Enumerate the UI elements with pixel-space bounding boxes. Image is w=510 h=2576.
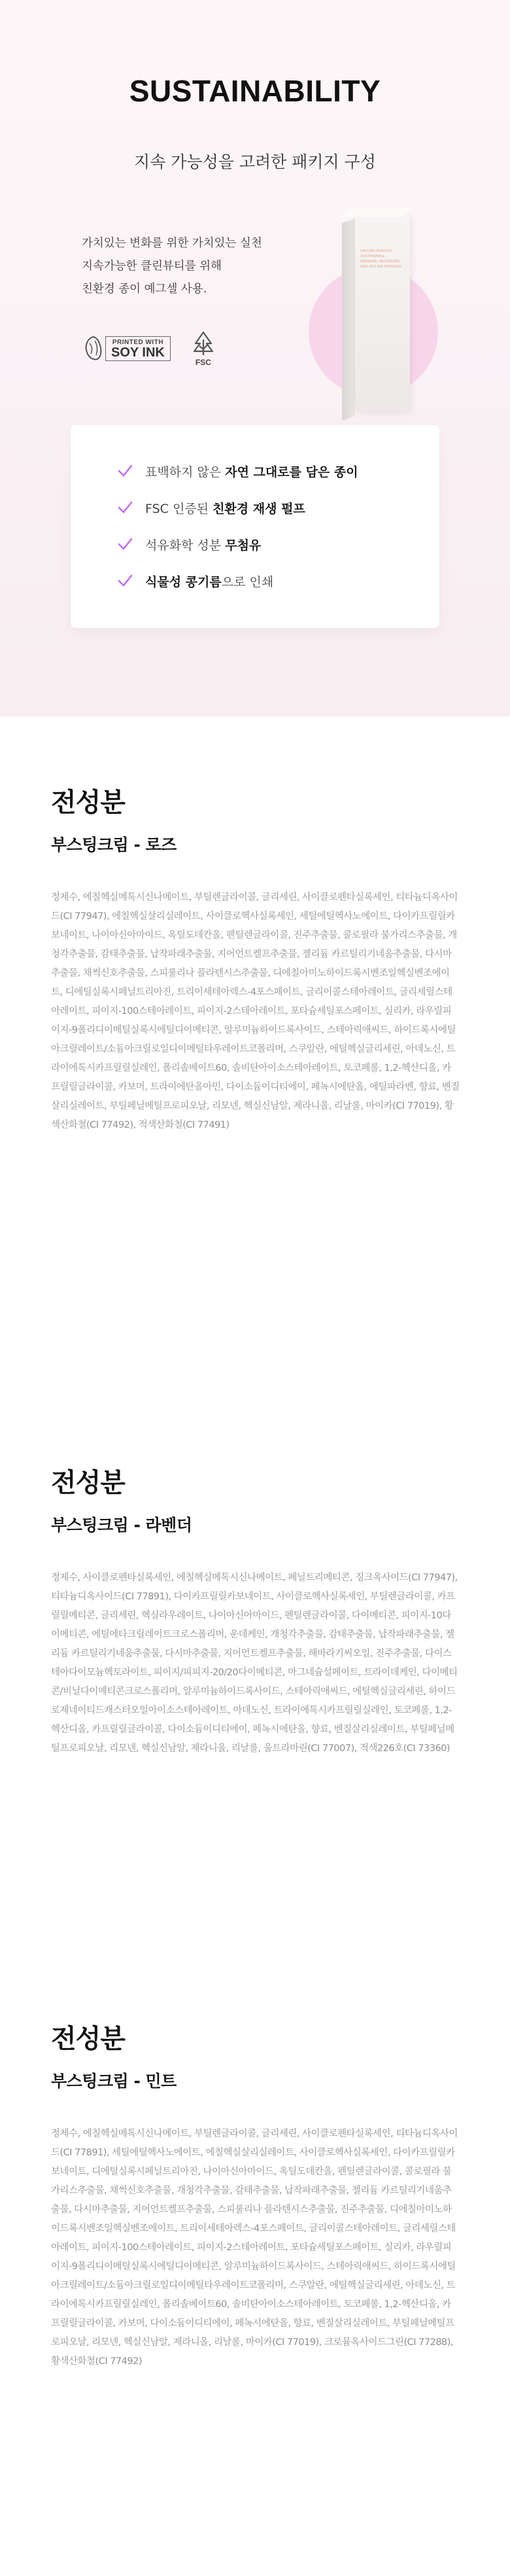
soybean-icon (82, 334, 104, 363)
soy-ink-top-text: PRINTED WITH (112, 339, 164, 346)
eco-logos (82, 330, 216, 367)
product-name: 부스팅크림 - 라벤더 (51, 1516, 192, 1535)
intro-line: 친환경 종이 예그셀 사용. (82, 283, 207, 296)
product-name: 부스팅크림 - 로즈 (51, 835, 177, 854)
feature-item (116, 526, 439, 563)
ingredients-section-rose (0, 716, 510, 1410)
intro-line: 지속가능한 클린뷰티를 위해 (82, 260, 222, 273)
feature-text: 식물성 콩기름으로 인쇄 (145, 574, 274, 589)
sustainability-hero (0, 0, 510, 716)
ingredients-title: 전성분 (51, 2024, 125, 2054)
hero-title: SUSTAINABILITY (129, 74, 381, 108)
ingredients-list: 정제수, 에칠헥실메톡시신나메이트, 부틸렌글라이콜, 글리세린, 사이클로펜타실록세인, 티타늄디옥사이드(CI 77947), 에칠헥실살리실레이트, 사이클로헥사실록세인, 세틸에틸헥사노에이트, 다이카프릴릴카보네이트, 나이아신아마이드, 옥틸도데칸올, 펜틸렌글라이콜, 진주추출물, 콜로필라 불가리스추출물, 개청각추출물, 감태추출물, 납작파래추출물, 지어언트켈프추출물, 젤리듐 카르틸리기네움추출물, 다시마추출물, 채썩신호추출물, 스피룰리나 플라텐시스추출물, 디에칠아미노하이드록시벤조일헥실벤조에이트, 디에틸실록시페닐트리아진, 트리이세테아렉스-4포스페이트, 글리이콜스테아레이트, 글리세릴스테아레이트, 피이지-100스테아레이트, 피이지-2스테아레이트, 포타슘세틸포스페이트, 실리카, 라우릴피이지-9폴리디이메틸실록시에틸디이메티콘, 알루미늄하이드록사이드, 스테아릭애씨드, 하이드록시에틸아크릴레이트/소듐아크릴로일디이메틸타우레이트코폴리머, 스쿠알란, 에틸헥실글리세린, 아데노신, 트라이에톡시카프릴릴실레인, 폴리솔베이트60, 솔비탄아이소스테아레이트, 토코페롤, 1,2-헥산디올, 카프릴릴글라이콜, 카보머, 트라이에탄올아민, 다이소듐이디티에이, 페녹시에탄올, 에틸파라벤, 향료, 벤질살리실레이트, 부틸페닐메틸프로피오날, 리모넨, 헥실신남알, 제라니올, 리날롤, 마이카(CI 77019), 황색산화철(CI 77492), 적색산화철(CI 77491) (51, 892, 460, 1130)
intro-line: 가치있는 변화를 위한 가치있는 실천 (82, 237, 262, 250)
ingredients-title: 전성분 (51, 1468, 125, 1498)
ingredients-title: 전성분 (51, 788, 125, 818)
box-print-line: NATURE-DERIVED SUSTAINABLE (360, 249, 392, 258)
check-icon (116, 536, 133, 553)
package-box-top (338, 208, 414, 217)
soy-ink-main-text: SOY INK (111, 345, 165, 360)
package-box-print (360, 249, 405, 270)
check-icon (116, 499, 133, 516)
ingredients-section-mint (0, 1966, 510, 2576)
box-print-line: MATERIAL PACKAGING (360, 260, 400, 264)
ingredients-section-lavender (0, 1410, 510, 1966)
box-print-line: AND SOY INK PRINTING (360, 265, 402, 269)
fsc-logo (190, 330, 216, 367)
check-icon (116, 572, 133, 589)
feature-text: 석유화학 성분 무첨유 (145, 538, 262, 553)
soy-ink-logo (82, 334, 171, 363)
feature-item (116, 453, 439, 489)
ingredients-list: 정제수, 에칠헥실메톡시신나메이트, 부틸렌글라이콜, 글리세린, 사이클로펜타실록세인, 티타늄디옥사이드(CI 77891), 세틸에틸헥사노에이트, 에칠헥실살리실레이트, 사이클로헥사실록세인, 다이카프릴릴카보네이트, 디에틸실록시페닐트리아진, 나이아신아마이드, 옥틸도데칸올, 펜틸렌글라이콜, 콜로필라 불가리스추출물, 채썩신호추출물, 개청각추출물, 감태추출물, 납작파래추출물, 젤리듐 카르틸리기네움추출물, 다시마추출물, 지어언트켈프추출물, 스피룰리나 플라텐시스추출물, 진주추출물, 디에칠아미노하이드록시벤조일헥실벤조에이트, 트리이세테아렉스-4포스페이트, 글리이콜스테아레이트, 글리세릴스테아레이트, 피이지-100스테아레이트, 피이지-2스테아레이트, 포타슘세틸포스페이트, 실리카, 라우릴피이지-9폴리디이메틸실록시에틸디이메티콘, 알루미늄하이드록사이드, 스테아릭애씨드, 하이드록시에틸아크릴레이트/소듐아크릴로일디이메틸타우레이트코폴리머, 스쿠알란, 에틸헥실글리세린, 아데노신, 트라이에톡시카프릴릴실레인, 폴리솔베이트60, 솔비탄아이소스테아레이트, 토코페롤, 1,2-헥산디올, 카프릴릴글라이콜, 카보머, 다이소듐이디티에이, 페녹시에탄올, 향료, 벤질살리실레이트, 부틸페닐메틸프로피오날, 리모넨, 헥실신남알, 제라니올, 리날롤, 마이카(CI 77019), 크로뮴옥사이드그린(CI 77288), 황색산화철(CI 77492) (51, 2129, 458, 2367)
package-box-side (342, 218, 355, 421)
eco-features-card (71, 425, 439, 628)
feature-text: FSC 인증된 친환경 재생 펄프 (145, 501, 305, 516)
soy-ink-badge (105, 336, 171, 361)
feature-text: 표백하지 않은 자연 그대로를 담은 종이 (145, 464, 358, 479)
feature-item (116, 563, 439, 599)
product-name: 부스팅크림 - 민트 (51, 2072, 177, 2091)
intro-text (82, 232, 304, 301)
package-box-image (355, 213, 410, 411)
ingredients-list: 정제수, 사이클로펜타실록세인, 에칠헥실메톡시신나메이트, 페닐트리메티콘, 징크옥사이드(CI 77947), 티타늄디옥사이드(CI 77891), 다이카프릴릴카보네이트, 사이클로헥사실록세인, 부틸렌글라이콜, 카프릴릴메티콘, 글리세린, 헥실라우레이트, 나이아신아마이드, 펜틸렌글라이콜, 다이메티콘, 피이지-10다이메티콘, 에틸에타크릴레이트크로스폴리머, 운데케인, 개청각추출물, 감태추출물, 납작파래추출물, 젤리듐 카르틸리기네움추출물, 다시마추출물, 지어언트켈프추출물, 해바라기씨오일, 진주추출물, 다이스테아다이모늄헥토라이트, 피이지/피피지-20/20다이메티콘, 마그네슘설페이트, 트라이데케인, 다이메티콘/비닐다이메티콘크로스폴리머, 알루미늄하이드록사이드, 스테아릭애씨드, 에틸헥실글리세린, 하이드로제네이티드캐스터오일아이소스테아레이트, 아데노신, 트라이에톡시카프릴릴실레인, 토코페롤, 1,2-헥산디올, 카프릴릴글라이콜, 다이소듐이디티에이, 페녹시에탄올, 향료, 벤질살리실레이트, 부틸페닐메틸프로피오날, 리모넨, 헥실신남알, 제라니올, 리날롤, 울트라마린(CI 77007), 적색226호(CI 73360) (51, 1573, 458, 1754)
fsc-text: FSC (195, 358, 211, 367)
check-icon (116, 462, 133, 479)
fsc-tree-icon (190, 330, 216, 357)
hero-subtitle: 지속 가능성을 고려한 패키지 구성 (134, 152, 376, 171)
feature-item (116, 489, 439, 526)
